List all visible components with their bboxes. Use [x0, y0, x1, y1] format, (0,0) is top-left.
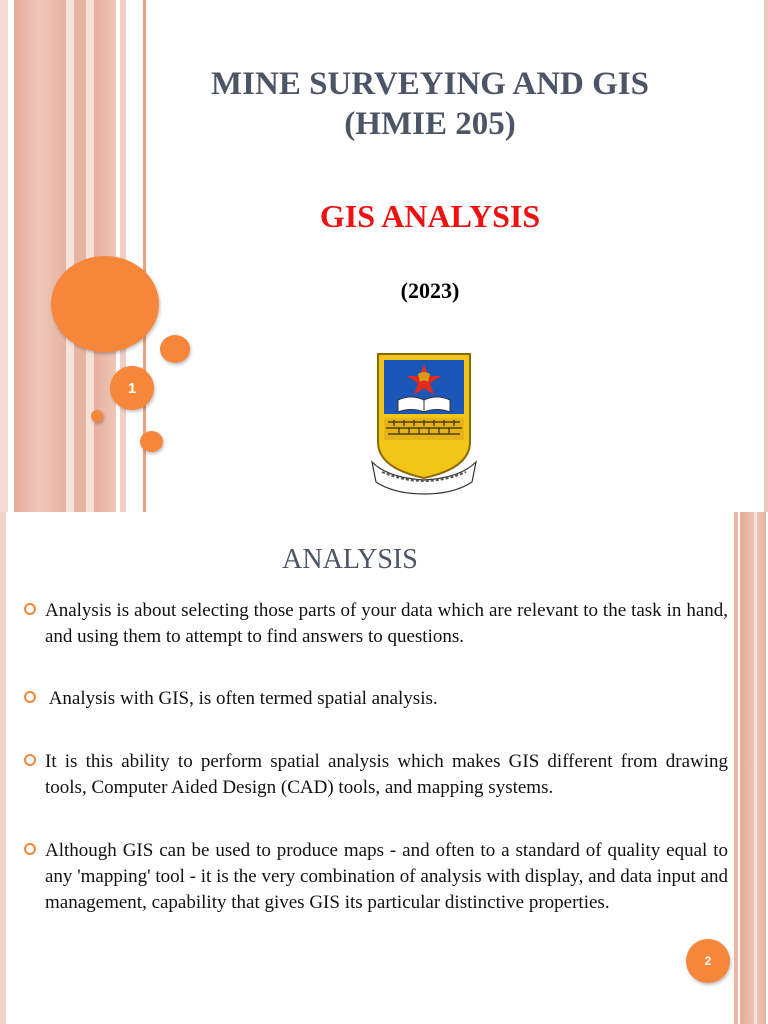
slide-heading: ANALYSIS — [282, 544, 418, 575]
bullet-item — [24, 598, 728, 650]
slide-title — [150, 64, 710, 144]
decorative-stripes — [0, 0, 150, 512]
decorative-stripe — [754, 512, 757, 1024]
year-label: (2023) — [400, 278, 460, 303]
bullet-text: Analysis is about selecting those parts of your data which are relevant to the task in hand, and using them to attempt to find answers to questions. — [45, 600, 728, 647]
slide-number-badge: 1 — [110, 366, 154, 410]
bullet-item — [24, 686, 728, 712]
slide-right-border — [764, 0, 768, 512]
decorative-circle-large — [51, 256, 159, 352]
decorative-circle-small — [140, 431, 163, 452]
bullet-item — [24, 838, 728, 916]
decorative-circle-small — [91, 410, 103, 422]
bullet-circle-icon — [24, 691, 36, 703]
bullet-circle-icon — [24, 754, 36, 766]
bullet-text: Analysis with GIS, is often termed spatial analysis. — [45, 688, 438, 709]
decorative-stripe — [740, 512, 766, 1024]
title-line-2: (HMIE 205) — [344, 106, 516, 142]
slide-subtitle: GIS ANALYSIS — [319, 198, 541, 234]
bullet-text: Although GIS can be used to produce maps - and often to a standard of quality equal to any 'mapping' tool - it is the very combination of analysis with display, and data input and management, capability that gives GIS its particular distinctive properties. — [45, 840, 728, 913]
bullet-text: It is this ability to perform spatial analysis which makes GIS different from drawing tools, Computer Aided Design (CAD) tools, and mapping systems. — [45, 751, 728, 798]
bullet-circle-icon — [24, 843, 36, 855]
slide-number-badge: 2 — [686, 939, 730, 983]
bullet-circle-icon — [24, 603, 36, 615]
university-crest-icon — [368, 350, 480, 496]
bullet-item — [24, 749, 728, 801]
decorative-circle-medium — [160, 335, 190, 363]
slide-2 — [0, 512, 768, 1024]
slide-left-border — [0, 512, 6, 1024]
title-line-1: MINE SURVEYING AND GIS — [211, 66, 649, 102]
decorative-stripe — [734, 512, 738, 1024]
